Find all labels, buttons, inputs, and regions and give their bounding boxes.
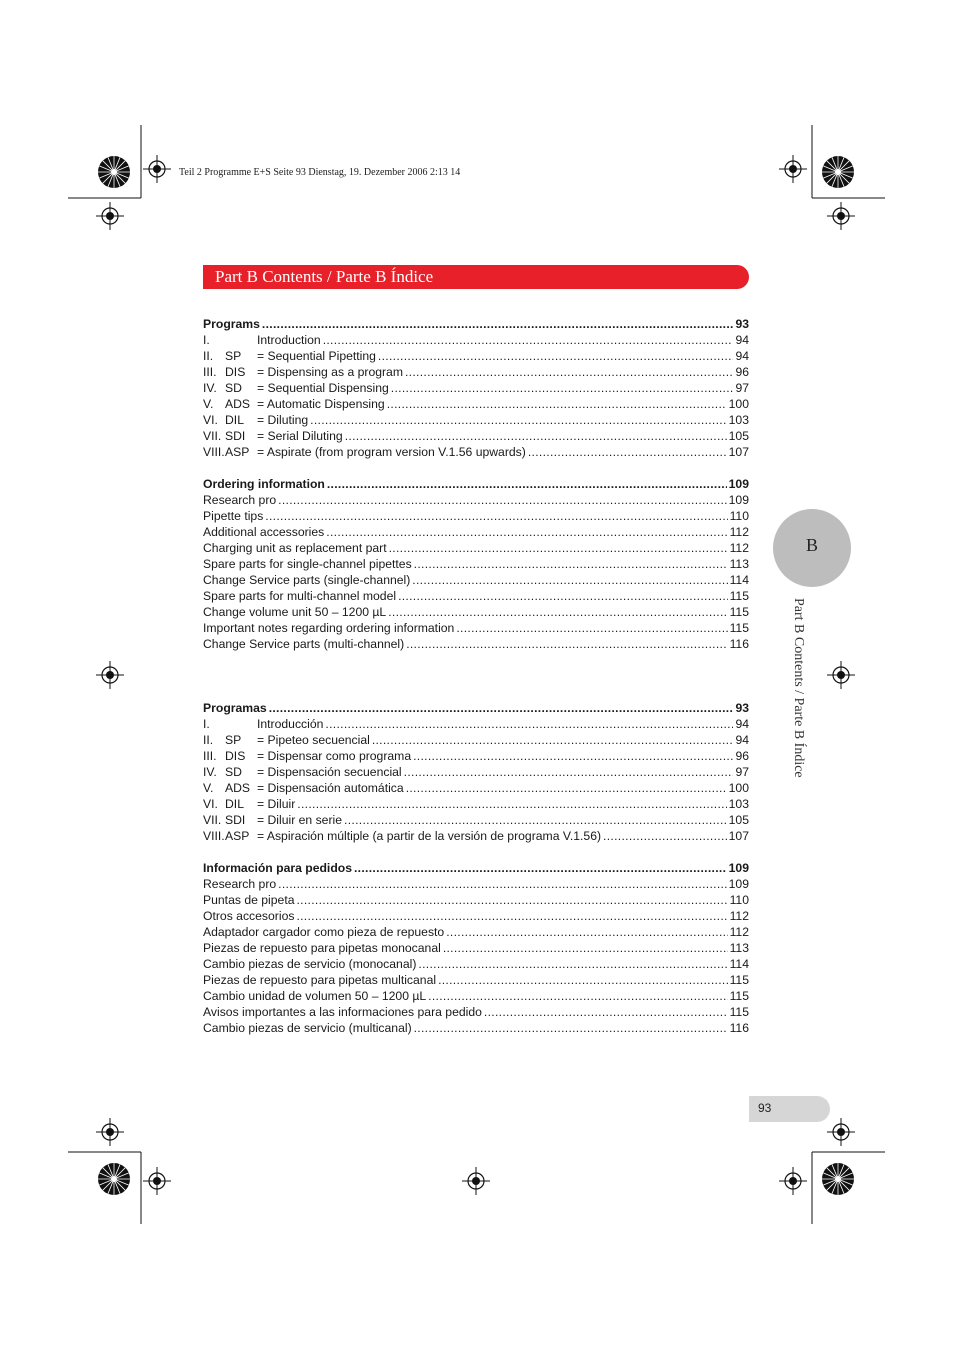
toc-entry-title: Important notes regarding ordering information bbox=[203, 621, 455, 635]
toc-leader-dots bbox=[428, 988, 727, 1004]
toc-entry bbox=[203, 748, 749, 764]
toc-entry bbox=[203, 428, 749, 444]
toc-leader-dots bbox=[389, 540, 728, 556]
toc-entry-title: Change Service parts (single-channel) bbox=[203, 573, 411, 587]
page-number-box bbox=[749, 1096, 830, 1122]
section-tab bbox=[773, 509, 851, 587]
toc-entry-title: Otros accesorios bbox=[203, 909, 295, 923]
toc-entry-title: Ordering information bbox=[203, 477, 325, 491]
toc-entry-page: 93 bbox=[735, 317, 749, 331]
toc-leader-dots bbox=[398, 588, 728, 604]
toc-leader-dots bbox=[603, 828, 727, 844]
toc-entry bbox=[203, 588, 749, 604]
toc-entry bbox=[203, 540, 749, 556]
toc-leader-dots bbox=[388, 604, 727, 620]
toc-leader-dots bbox=[404, 764, 734, 780]
toc-entry bbox=[203, 908, 749, 924]
toc-entry-page: 109 bbox=[728, 877, 749, 891]
toc-entry-page: 112 bbox=[729, 541, 749, 555]
toc-entry bbox=[203, 1004, 749, 1020]
page-number: 93 bbox=[758, 1101, 772, 1115]
toc-leader-dots bbox=[391, 380, 734, 396]
toc-entry-page: 112 bbox=[729, 909, 749, 923]
toc-entry-number: IV. bbox=[203, 381, 217, 395]
toc-entry bbox=[203, 876, 749, 892]
toc-leader-dots bbox=[262, 316, 734, 332]
toc-entry bbox=[203, 508, 749, 524]
toc-entry-page: 94 bbox=[735, 349, 749, 363]
toc-entry bbox=[203, 444, 749, 460]
toc-leader-dots bbox=[438, 972, 728, 988]
toc-entry-number: VI. bbox=[203, 797, 218, 811]
section-banner bbox=[203, 265, 749, 289]
toc-entry-number: V. bbox=[203, 781, 214, 795]
toc-entry bbox=[203, 764, 749, 780]
toc-leader-dots bbox=[278, 492, 726, 508]
toc-leader-dots bbox=[345, 428, 727, 444]
toc-entry-number: I. bbox=[203, 717, 210, 731]
toc-entry-page: 112 bbox=[729, 525, 749, 539]
toc-entry-abbreviation: DIS bbox=[225, 749, 246, 763]
toc-entry-title: = Aspirate (from program version V.1.56 upwards) bbox=[257, 445, 526, 459]
toc-entry bbox=[203, 892, 749, 908]
toc-leader-dots bbox=[323, 332, 734, 348]
toc-heading bbox=[203, 700, 749, 716]
toc-entry-abbreviation: ASP bbox=[225, 829, 250, 843]
toc-entry bbox=[203, 924, 749, 940]
print-slug: Teil 2 Programme E+S Seite 93 Dienstag, 19. Dezember 2006 2:13 14 bbox=[179, 167, 461, 178]
toc-entry bbox=[203, 396, 749, 412]
toc-entry-number: VII. bbox=[203, 813, 222, 827]
toc-entry-page: 97 bbox=[735, 765, 749, 779]
toc-leader-dots bbox=[327, 476, 727, 492]
toc-entry bbox=[203, 940, 749, 956]
toc-leader-dots bbox=[414, 1020, 728, 1036]
toc-entry-number: V. bbox=[203, 397, 214, 411]
toc-entry-title: = Sequential Pipetting bbox=[257, 349, 376, 363]
toc-leader-dots bbox=[484, 1004, 728, 1020]
toc-entry-number: I. bbox=[203, 333, 210, 347]
toc-leader-dots bbox=[326, 524, 727, 540]
toc-entry-abbreviation: ADS bbox=[225, 781, 251, 795]
toc-entry-title: Pipette tips bbox=[203, 509, 264, 523]
section-tab-letter: B bbox=[805, 535, 818, 555]
toc-entry-page: 115 bbox=[729, 605, 749, 619]
toc-entry-page: 107 bbox=[728, 829, 749, 843]
toc-leader-dots bbox=[406, 636, 727, 652]
toc-leader-dots bbox=[456, 620, 727, 636]
toc-entry-title: Cambio piezas de servicio (multicanal) bbox=[203, 1021, 412, 1035]
toc-entry bbox=[203, 828, 749, 844]
toc-entry bbox=[203, 812, 749, 828]
toc-entry bbox=[203, 604, 749, 620]
toc-entry-page: 94 bbox=[735, 733, 749, 747]
toc-entry-page: 116 bbox=[729, 1021, 749, 1035]
toc-leader-dots bbox=[296, 892, 727, 908]
toc-entry-title: Charging unit as replacement part bbox=[203, 541, 387, 555]
toc-entry-abbreviation: SP bbox=[225, 733, 242, 747]
toc-leader-dots bbox=[372, 732, 734, 748]
toc-spacer bbox=[203, 844, 749, 860]
toc-entry-abbreviation: SD bbox=[225, 765, 242, 779]
toc-entry bbox=[203, 636, 749, 652]
toc-entry-number: III. bbox=[203, 749, 217, 763]
toc-entry-title: = Serial Diluting bbox=[257, 429, 343, 443]
toc-entry-abbreviation: SP bbox=[225, 349, 242, 363]
toc-entry-page: 110 bbox=[729, 509, 749, 523]
toc-entry bbox=[203, 412, 749, 428]
toc-entry-page: 105 bbox=[728, 813, 749, 827]
toc-entry-page: 96 bbox=[735, 365, 749, 379]
toc-leader-dots bbox=[406, 780, 727, 796]
toc-entry bbox=[203, 364, 749, 380]
toc-entry-abbreviation: ADS bbox=[225, 397, 251, 411]
toc-entry-page: 115 bbox=[729, 973, 749, 987]
toc-entry-title: = Dispensación secuencial bbox=[257, 765, 402, 779]
toc-entry-title: Spare parts for multi-channel model bbox=[203, 589, 397, 603]
toc-leader-dots bbox=[418, 956, 727, 972]
toc-entry-page: 113 bbox=[729, 557, 749, 571]
toc-entry-page: 116 bbox=[729, 637, 749, 651]
toc-entry-page: 105 bbox=[728, 429, 749, 443]
toc-entry-page: 115 bbox=[729, 589, 749, 603]
toc-leader-dots bbox=[278, 876, 726, 892]
toc-entry-title: = Diluir en serie bbox=[257, 813, 343, 827]
toc-entry-title: Programs bbox=[203, 317, 260, 331]
toc-entry-number: II. bbox=[203, 733, 214, 747]
toc-leader-dots bbox=[296, 908, 727, 924]
toc-entry-abbreviation: SDI bbox=[225, 813, 246, 827]
toc-entry bbox=[203, 380, 749, 396]
toc-entry-title: Adaptador cargador como pieza de repuesto bbox=[203, 925, 445, 939]
toc-entry-page: 109 bbox=[728, 493, 749, 507]
toc-entry-page: 93 bbox=[735, 701, 749, 715]
toc-spanish bbox=[203, 700, 749, 1036]
toc-leader-dots bbox=[269, 700, 734, 716]
toc-entry-page: 109 bbox=[728, 477, 749, 491]
toc-entry bbox=[203, 780, 749, 796]
toc-leader-dots bbox=[387, 396, 727, 412]
toc-entry-number: II. bbox=[203, 349, 214, 363]
toc-entry-title: Piezas de repuesto para pipetas multicanal bbox=[203, 973, 437, 987]
toc-entry-title: Change volume unit 50 – 1200 µL bbox=[203, 605, 387, 619]
toc-leader-dots bbox=[354, 860, 727, 876]
toc-entry-page: 94 bbox=[735, 333, 749, 347]
toc-leader-dots bbox=[344, 812, 727, 828]
toc-entry bbox=[203, 556, 749, 572]
toc-entry-page: 115 bbox=[729, 621, 749, 635]
toc-entry-number: IV. bbox=[203, 765, 217, 779]
toc-entry bbox=[203, 1020, 749, 1036]
toc-entry-page: 112 bbox=[729, 925, 749, 939]
toc-entry-title: Research pro bbox=[203, 877, 277, 891]
toc-entry-abbreviation: SDI bbox=[225, 429, 246, 443]
toc-entry bbox=[203, 732, 749, 748]
toc-entry-title: = Diluir bbox=[257, 797, 296, 811]
toc-entry-number: VI. bbox=[203, 413, 218, 427]
toc-english bbox=[203, 316, 749, 652]
toc-entry-title: Puntas de pipeta bbox=[203, 893, 295, 907]
side-title: Part B Contents / Parte B Índice bbox=[791, 598, 806, 778]
toc-entry-title: Información para pedidos bbox=[203, 861, 352, 875]
toc-entry-page: 114 bbox=[729, 573, 749, 587]
toc-entry bbox=[203, 524, 749, 540]
toc-entry-title: Introduction bbox=[257, 333, 321, 347]
toc-entry bbox=[203, 348, 749, 364]
toc-entry-title: Research pro bbox=[203, 493, 277, 507]
toc-leader-dots bbox=[412, 572, 727, 588]
toc-leader-dots bbox=[265, 508, 727, 524]
toc-entry-number: VIII. bbox=[203, 445, 225, 459]
toc-entry-title: Additional accessories bbox=[203, 525, 325, 539]
toc-entry bbox=[203, 620, 749, 636]
toc-entry-number: VIII. bbox=[203, 829, 225, 843]
toc-entry-title: Cambio unidad de volumen 50 – 1200 µL bbox=[203, 989, 427, 1003]
toc-entry bbox=[203, 492, 749, 508]
toc-entry-page: 114 bbox=[729, 957, 749, 971]
toc-leader-dots bbox=[297, 796, 726, 812]
toc-entry-title: Cambio piezas de servicio (monocanal) bbox=[203, 957, 417, 971]
toc-entry-title: = Diluting bbox=[257, 413, 309, 427]
toc-entry bbox=[203, 572, 749, 588]
toc-leader-dots bbox=[325, 716, 733, 732]
toc-entry-title: Introducción bbox=[257, 717, 324, 731]
toc-entry bbox=[203, 796, 749, 812]
toc-entry-page: 97 bbox=[735, 381, 749, 395]
toc-entry-page: 115 bbox=[729, 989, 749, 1003]
toc-entry-title: = Aspiración múltiple (a partir de la versión de programa V.1.56) bbox=[257, 829, 602, 843]
toc-entry-page: 110 bbox=[729, 893, 749, 907]
toc-entry bbox=[203, 988, 749, 1004]
toc-entry-page: 113 bbox=[729, 941, 749, 955]
toc-entry-abbreviation: DIS bbox=[225, 365, 246, 379]
toc-entry bbox=[203, 956, 749, 972]
toc-heading bbox=[203, 476, 749, 492]
toc-entry-title: = Sequential Dispensing bbox=[257, 381, 389, 395]
toc-entry-abbreviation: SD bbox=[225, 381, 242, 395]
toc-entry bbox=[203, 716, 749, 732]
toc-entry-page: 109 bbox=[728, 861, 749, 875]
toc-entry-title: Programas bbox=[203, 701, 267, 715]
toc-entry-page: 107 bbox=[728, 445, 749, 459]
toc-entry-number: III. bbox=[203, 365, 217, 379]
toc-entry-title: = Pipeteo secuencial bbox=[257, 733, 370, 747]
toc-entry-title: Change Service parts (multi-channel) bbox=[203, 637, 405, 651]
toc-entry bbox=[203, 332, 749, 348]
toc-heading bbox=[203, 316, 749, 332]
toc-leader-dots bbox=[414, 556, 728, 572]
toc-leader-dots bbox=[413, 748, 733, 764]
toc-heading bbox=[203, 860, 749, 876]
toc-spacer bbox=[203, 460, 749, 476]
toc-entry-page: 103 bbox=[728, 413, 749, 427]
toc-entry-page: 115 bbox=[729, 1005, 749, 1019]
toc-entry-number: VII. bbox=[203, 429, 222, 443]
toc-entry-page: 96 bbox=[735, 749, 749, 763]
toc-entry-title: = Dispensing as a program bbox=[257, 365, 403, 379]
toc-entry-title: = Automatic Dispensing bbox=[257, 397, 385, 411]
toc-entry-page: 103 bbox=[728, 797, 749, 811]
toc-entry-abbreviation: ASP bbox=[225, 445, 250, 459]
toc-leader-dots bbox=[528, 444, 727, 460]
toc-entry-title: = Dispensar como programa bbox=[257, 749, 412, 763]
toc-entry-title: Piezas de repuesto para pipetas monocanal bbox=[203, 941, 441, 955]
page-title: Part B Contents / Parte B Índice bbox=[215, 267, 434, 286]
toc-leader-dots bbox=[310, 412, 727, 428]
toc-entry-page: 94 bbox=[735, 717, 749, 731]
toc-leader-dots bbox=[378, 348, 734, 364]
toc-entry-title: = Dispensación automática bbox=[257, 781, 404, 795]
toc-leader-dots bbox=[446, 924, 727, 940]
toc-entry-abbreviation: DIL bbox=[225, 797, 244, 811]
toc-entry-title: Spare parts for single-channel pipettes bbox=[203, 557, 412, 571]
toc-entry bbox=[203, 972, 749, 988]
toc-entry-title: Avisos importantes a las informaciones para pedido bbox=[203, 1005, 482, 1019]
toc-entry-abbreviation: DIL bbox=[225, 413, 244, 427]
toc-entry-page: 100 bbox=[728, 781, 749, 795]
toc-leader-dots bbox=[443, 940, 728, 956]
toc-leader-dots bbox=[405, 364, 733, 380]
toc-entry-page: 100 bbox=[728, 397, 749, 411]
